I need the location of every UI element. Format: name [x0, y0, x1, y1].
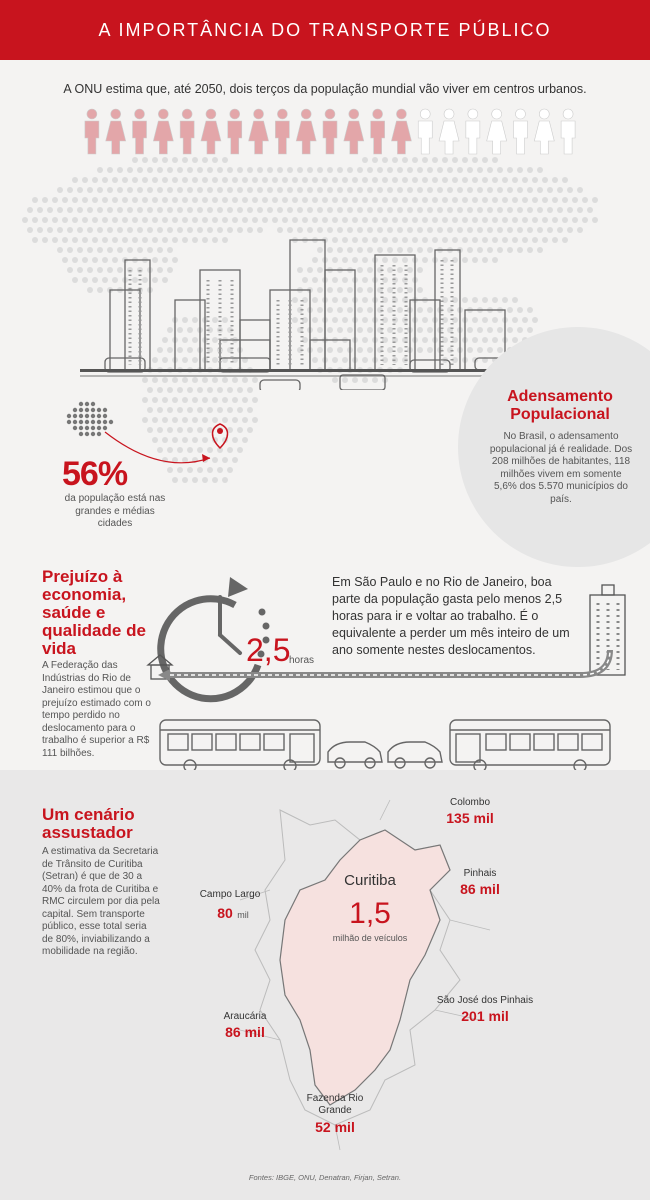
- vehicles-illustration: [150, 710, 620, 775]
- stat-value: 56%: [62, 455, 128, 493]
- person-woman-icon: [106, 109, 126, 154]
- person-woman-icon: [153, 109, 173, 154]
- person-woman-icon: [439, 109, 459, 154]
- person-man-icon: [371, 109, 385, 154]
- person-man-icon: [180, 109, 194, 154]
- adensamento-title: Adensamento Populacional: [507, 388, 613, 423]
- cenario-title: Um cenário assustador: [42, 805, 135, 842]
- city-name-colombo: Colombo: [449, 797, 491, 808]
- person-man-icon: [418, 109, 432, 154]
- car-icon: [328, 742, 382, 768]
- person-woman-icon: [391, 109, 411, 154]
- center-city-value: 1,5: [349, 897, 391, 930]
- person-woman-icon: [344, 109, 364, 154]
- car-icon: [388, 742, 442, 768]
- city-name-sao-jose: São José dos Pinhais: [436, 995, 534, 1006]
- person-man-icon: [323, 109, 337, 154]
- city-name-araucaria: Araucária: [223, 1011, 267, 1022]
- location-pin-icon: [213, 424, 228, 448]
- city-value-pinhais: 86 mil: [460, 881, 500, 897]
- city-skyline-illustration: [80, 230, 550, 390]
- city-value-campo-largo: 80: [217, 905, 233, 921]
- city-value-campo-largo-group: [198, 905, 268, 923]
- cenario-text: A estimativa da Secretaria de Trânsito de Curitiba (Setran) é que de 30 a 40% da frota de Curitiba e RMC circulem por dia pela capital. Sem transporte público, esse total seria de 80%, inviabilizando a mobilidade na região.: [42, 846, 160, 957]
- city-name-pinhais: Pinhais: [463, 868, 497, 879]
- person-man-icon: [133, 109, 147, 154]
- bus-icon: [160, 720, 320, 772]
- person-woman-icon: [249, 109, 269, 154]
- person-woman-icon: [296, 109, 316, 154]
- person-man-icon: [85, 109, 99, 154]
- adensamento-text: No Brasil, o adensamento populacional já é realidade. Dos 208 milhões de habitantes, 118 milhões vivem em somente 5,6% dos 5.570 municípios do país.: [489, 431, 633, 505]
- person-woman-icon: [201, 109, 221, 154]
- city-value-araucaria: 86 mil: [225, 1024, 265, 1040]
- city-value-fazenda-rio-grande: 52 mil: [315, 1119, 355, 1135]
- prejuizo-text: A Federação das Indústrias do Rio de Janeiro estimou que o prejuízo estimado com o tempo perdido no deslocamento para o trabalho é superior a R$ 111 bilhões.: [42, 660, 151, 759]
- header-banner: [0, 0, 650, 60]
- page-title: A IMPORTÂNCIA DO TRANSPORTE PÚBLICO: [98, 19, 552, 40]
- person-man-icon: [466, 109, 480, 154]
- city-name-fazenda-rio-grande: Fazenda Rio Grande: [306, 1093, 364, 1116]
- person-man-icon: [561, 109, 575, 154]
- center-city-name: Curitiba: [344, 872, 396, 889]
- city-unit-campo-largo: mil: [237, 910, 249, 920]
- stat-caption: da população está nas grandes e médias cidades: [64, 493, 166, 529]
- person-man-icon: [275, 109, 289, 154]
- person-man-icon: [513, 109, 527, 154]
- city-name-campo-largo: Campo Largo: [199, 889, 261, 900]
- bus-icon: [450, 720, 610, 772]
- person-woman-icon: [534, 109, 554, 154]
- intro-text: A ONU estima que, até 2050, dois terços da população mundial vão viver em centros urbanos.: [63, 82, 587, 96]
- city-value-sao-jose: 201 mil: [461, 1008, 509, 1024]
- hours-unit: horas: [289, 655, 315, 666]
- prejuizo-title: Prejuízo à economia, saúde e qualidade de vida: [42, 567, 146, 658]
- center-city-unit: milhão de veículos: [332, 933, 408, 943]
- people-pictogram: [80, 108, 580, 156]
- person-woman-icon: [487, 109, 507, 154]
- sources-footer: Fontes: IBGE, ONU, Denatran, Firjan, Setran.: [248, 1173, 402, 1182]
- city-value-colombo: 135 mil: [446, 810, 494, 826]
- hours-value: 2,5: [246, 632, 291, 668]
- commute-text: Em São Paulo e no Rio de Janeiro, boa parte da população gasta pelo menos 2,5 horas para ir e voltar ao trabalho. É o equivalente a perder um mês inteiro de um ano somente nestes deslocamentos.: [332, 575, 570, 657]
- person-man-icon: [228, 109, 242, 154]
